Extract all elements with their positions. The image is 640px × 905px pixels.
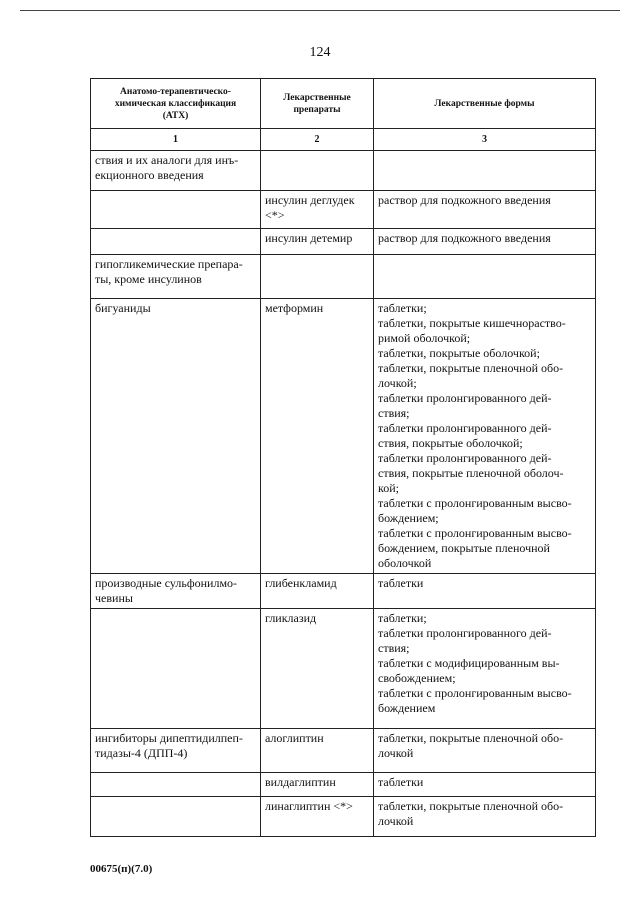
medicine-cell (261, 773, 374, 797)
dosage-form-cell (374, 609, 596, 729)
column-number-1: 1 (91, 129, 261, 151)
medicine-cell (261, 255, 374, 299)
dosage-form-cell (374, 574, 596, 609)
cell-text-line: таблетки (378, 576, 424, 590)
table-row (91, 151, 596, 191)
atx-classification-cell (91, 773, 261, 797)
table-row (91, 255, 596, 299)
page-number: 124 (309, 45, 331, 60)
cell-text-line: таблетки (378, 775, 424, 789)
column-number-row (91, 129, 596, 151)
cell-text-line: ствия; (378, 641, 410, 655)
top-rule (20, 10, 620, 11)
header-atx-classification: Анатомо-терапевтическо- химическая классификация (АТХ) (91, 79, 261, 129)
medicine-cell (261, 729, 374, 773)
cell-text-line: гипогликемические препара- (95, 257, 243, 271)
table-row (91, 609, 596, 729)
cell-text-line: производные сульфонилмо- (95, 576, 238, 590)
cell-text-line: инсулин деглудек (265, 193, 355, 207)
column-number-2: 2 (261, 129, 374, 151)
cell-text-line: <*> (265, 208, 285, 222)
cell-text-line: ты, кроме инсулинов (95, 272, 202, 286)
cell-text-line: бигуаниды (95, 301, 151, 315)
medicine-cell (261, 299, 374, 574)
cell-text-line: ингибиторы дипептидилпеп- (95, 731, 243, 745)
table-row (91, 299, 596, 574)
table-row (91, 773, 596, 797)
medicine-cell (261, 574, 374, 609)
cell-text-line: ствия, покрытые пленочной оболоч- (378, 466, 564, 480)
cell-text-line: раствор для подкожного введения (378, 231, 551, 245)
table-row (91, 797, 596, 837)
cell-text-line: ствия; (378, 406, 410, 420)
atx-classification-cell (91, 797, 261, 837)
cell-text-line: кой; (378, 481, 399, 495)
cell-text-line: гликлазид (265, 611, 317, 625)
cell-text-line: римой оболочкой; (378, 331, 471, 345)
cell-text-line: тидазы-4 (ДПП-4) (95, 746, 188, 760)
atx-classification-cell (91, 609, 261, 729)
atx-classification-cell (91, 729, 261, 773)
cell-text-line: глибенкламид (265, 576, 337, 590)
cell-text-line: бождением; (378, 511, 439, 525)
cell-text-line: ствия и их аналоги для инъ- (95, 153, 239, 167)
table-body (91, 151, 596, 837)
column-number-3: 3 (374, 129, 596, 151)
atx-table (90, 78, 596, 837)
medicine-cell (261, 151, 374, 191)
cell-text-line: таблетки пролонгированного дей- (378, 421, 552, 435)
atx-classification-cell (91, 255, 261, 299)
medicine-cell (261, 797, 374, 837)
cell-text-line: бождением (378, 701, 436, 715)
header-dosage-forms: Лекарственные формы (374, 79, 596, 129)
cell-text-line: оболочкой (378, 556, 432, 570)
cell-text-line: таблетки, покрытые пленочной обо- (378, 361, 564, 375)
cell-text-line: раствор для подкожного введения (378, 193, 551, 207)
cell-text-line: чевины (95, 591, 133, 605)
dosage-form-cell (374, 729, 596, 773)
atx-classification-cell (91, 574, 261, 609)
cell-text-line: линаглиптин <*> (265, 799, 353, 813)
medicine-cell (261, 191, 374, 229)
atx-classification-cell (91, 299, 261, 574)
dosage-form-cell (374, 773, 596, 797)
cell-text-line: таблетки; (378, 611, 427, 625)
cell-text-line: таблетки, покрытые пленочной обо- (378, 799, 564, 813)
cell-text-line: лочкой (378, 814, 414, 828)
dosage-form-cell (374, 151, 596, 191)
cell-text-line: бождением, покрытые пленочной (378, 541, 550, 555)
dosage-form-cell (374, 797, 596, 837)
header-row (91, 79, 596, 129)
cell-text-line: екционного введения (95, 168, 204, 182)
cell-text-line: таблетки; (378, 301, 427, 315)
cell-text-line: свобождением; (378, 671, 456, 685)
footer-code: 00675(п)(7.0) (90, 863, 153, 875)
atx-classification-cell (91, 191, 261, 229)
cell-text-line: таблетки с модифицированным вы- (378, 656, 560, 670)
cell-text-line: таблетки с пролонгированным высво- (378, 686, 572, 700)
cell-text-line: таблетки пролонгированного дей- (378, 626, 552, 640)
cell-text-line: лочкой (378, 746, 414, 760)
cell-text-line: таблетки с пролонгированным высво- (378, 526, 572, 540)
cell-text-line: метформин (265, 301, 324, 315)
cell-text-line: таблетки пролонгированного дей- (378, 391, 552, 405)
cell-text-line: вилдаглиптин (265, 775, 336, 789)
cell-text-line: таблетки с пролонгированным высво- (378, 496, 572, 510)
cell-text-line: инсулин детемир (265, 231, 353, 245)
cell-text-line: таблетки, покрытые оболочкой; (378, 346, 540, 360)
medicine-cell (261, 229, 374, 255)
atx-classification-cell (91, 229, 261, 255)
cell-text-line: таблетки, покрытые пленочной обо- (378, 731, 564, 745)
cell-text-line: ствия, покрытые оболочкой; (378, 436, 523, 450)
dosage-form-cell (374, 191, 596, 229)
cell-text-line: алоглиптин (265, 731, 324, 745)
cell-text-line: таблетки пролонгированного дей- (378, 451, 552, 465)
table-row (91, 229, 596, 255)
cell-text-line: лочкой; (378, 376, 417, 390)
table-row (91, 729, 596, 773)
medicine-cell (261, 609, 374, 729)
table-row (91, 574, 596, 609)
table-row (91, 191, 596, 229)
header-medicines: Лекарственные препараты (261, 79, 374, 129)
dosage-form-cell (374, 255, 596, 299)
atx-classification-cell (91, 151, 261, 191)
dosage-form-cell (374, 299, 596, 574)
dosage-form-cell (374, 229, 596, 255)
cell-text-line: таблетки, покрытые кишечнораство- (378, 316, 566, 330)
